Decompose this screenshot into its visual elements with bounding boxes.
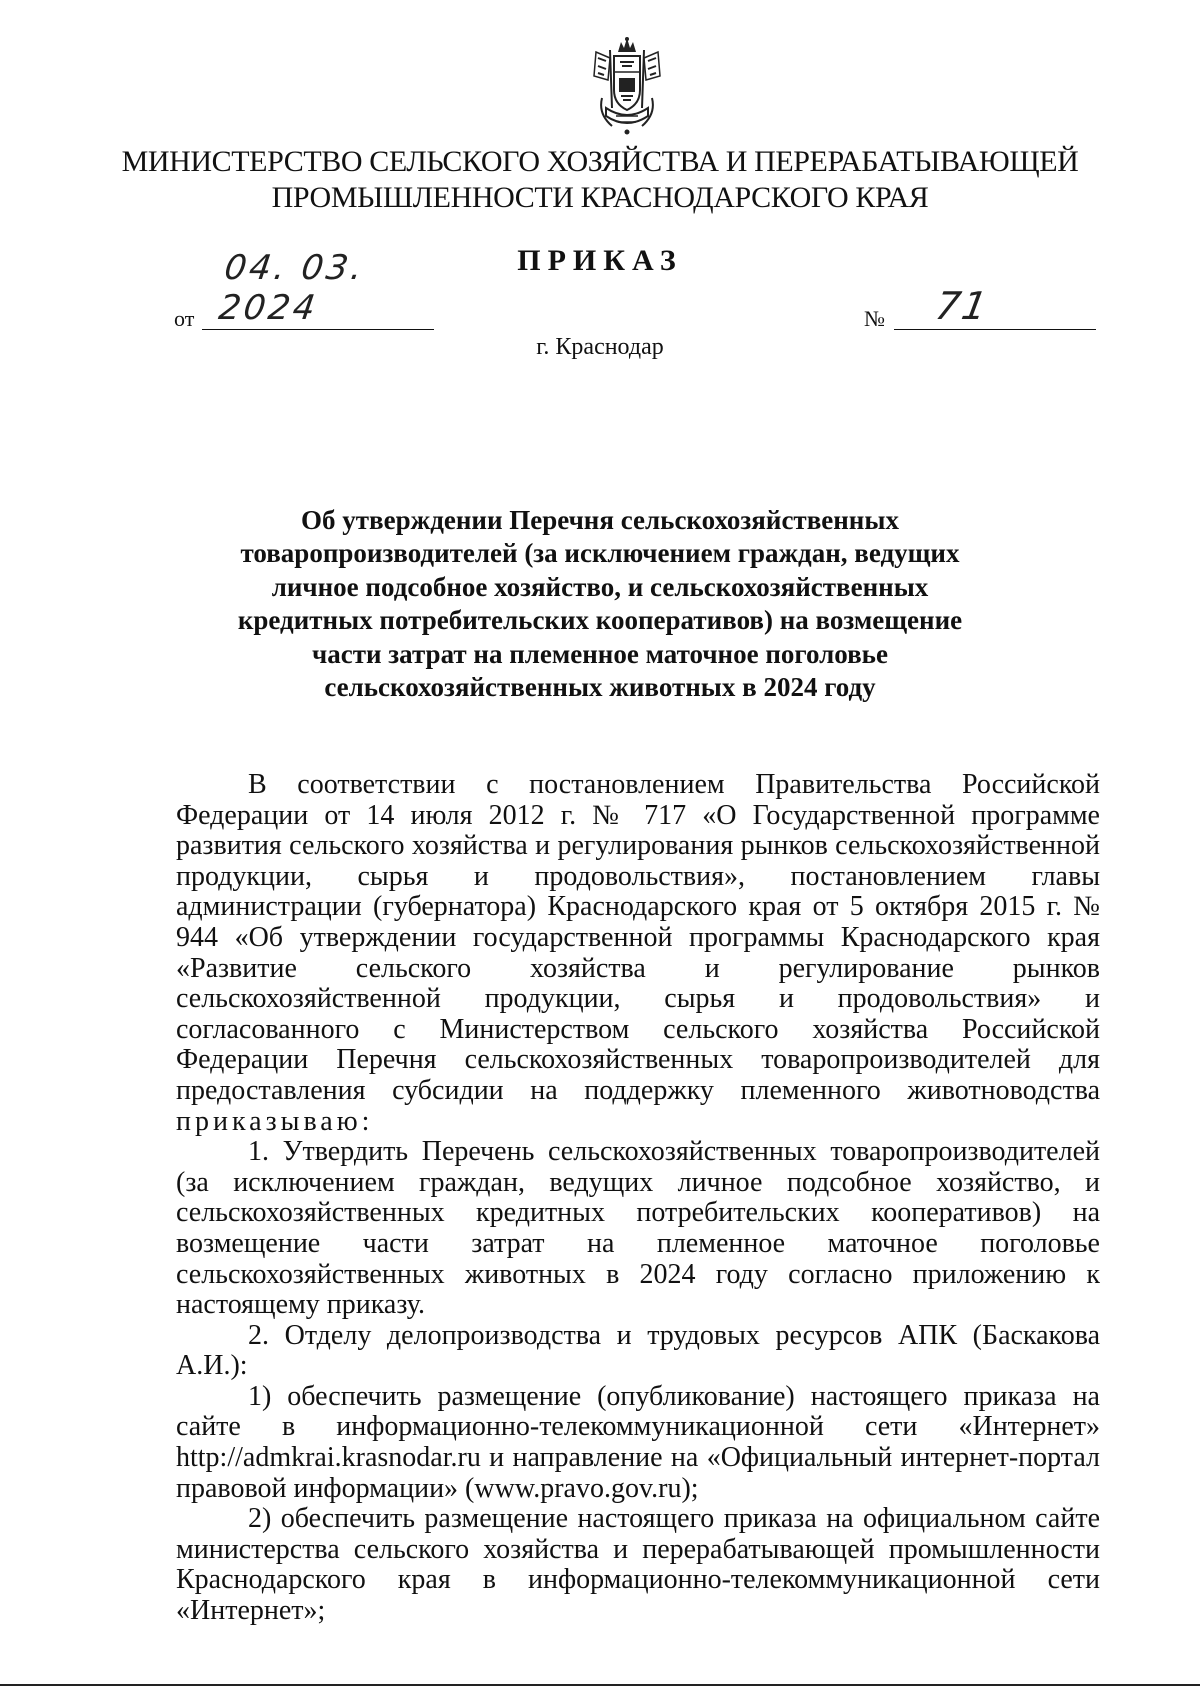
number-value: 71 [932,284,993,328]
item-1: 1. Утвердить Перечень сельскохозяйственных товаропроизводителей (за исключением граждан, ведущих личное подсобное хозяйство, и сельскохозяйственных кредитных потребительских кооперативов) на возмещение части затрат на племенное маточное поголовье сельскохозяйственных животных в 2024 году согласно приложению к настоящему приказу. [176,1136,1100,1321]
document-body [176,770,1100,1627]
order-date [174,248,434,334]
title-line: части затрат на племенное маточное поголовье [312,638,888,669]
item-2-1: 1) обеспечить размещение (опубликование) настоящего приказа на сайте в информационно-телекоммуникационной сети «Интернет» http://admkrai.krasnodar.ru и направление на «Официальный интернет-портал правовой информации» (www.pravo.gov.ru); [176,1380,1100,1504]
item-2: 2. Отделу делопроизводства и трудовых ресурсов АПК (Баскакова А.И.): [176,1319,1100,1382]
item-2-2: 2) обеспечить размещение настоящего приказа на официальном сайте министерства сельского хозяйства и перерабатывающей промышленности Краснодарского края в информационно-телекоммуникационной сети «Интернет»; [176,1503,1100,1627]
title-line: товаропроизводителей (за исключением граждан, ведущих [240,538,960,569]
date-prefix: от [174,306,195,331]
title-line: кредитных потребительских кооперативов) на возмещение [237,605,963,636]
date-underline [202,329,434,330]
ministry-name [120,144,1080,216]
bottom-rule [0,1684,1200,1686]
order-word: приказываю: [176,1105,374,1137]
ministry-name-line-1: МИНИСТЕРСТВО СЕЛЬСКОГО ХОЗЯЙСТВА И ПЕРЕРАБАТЫВАЮЩЕЙ [121,145,1079,178]
document-title [200,504,1000,704]
title-line: личное подсобное хозяйство, и сельскохозяйственных [271,571,929,602]
ministry-name-line-2: ПРОМЫШЛЕННОСТИ КРАСНОДАРСКОГО КРАЯ [271,181,929,214]
date-value: 04. 03. 2024 [216,248,368,328]
title-line: Об утверждении Перечня сельскохозяйственных [301,505,899,535]
number-prefix: № [864,306,885,331]
city: г. Краснодар [536,334,664,360]
number-underline [894,329,1096,330]
preamble-paragraph [176,770,1100,1137]
title-line: сельскохозяйственных животных в 2024 году [324,672,876,703]
preamble-text: В соответствии с постановлением Правительства Российской Федерации от 14 июля 2012 г. № 717 «О Государственной программе развития сельского хозяйства и регулирования рынков сельскохозяйственной продукции, сырья и продовольствия», постановлением главы администрации (губернатора) Краснодарского края от 5 октября 2015 г. № 944 «Об утверждении государственной программы Краснодарского края «Развитие сельского хозяйства и регулирование рынков сельскохозяйственной продукции, сырья и продовольствия» и согласованного с Министерством сельского хозяйства Российской Федерации Перечня сельскохозяйственных товаропроизводителей для предоставления субсидии на поддержку племенного животноводства [176,769,1100,1106]
document-type: ПРИКАЗ [517,244,683,277]
order-number [864,284,1096,334]
krasnodar-krai-coat-of-arms-icon [588,36,666,136]
